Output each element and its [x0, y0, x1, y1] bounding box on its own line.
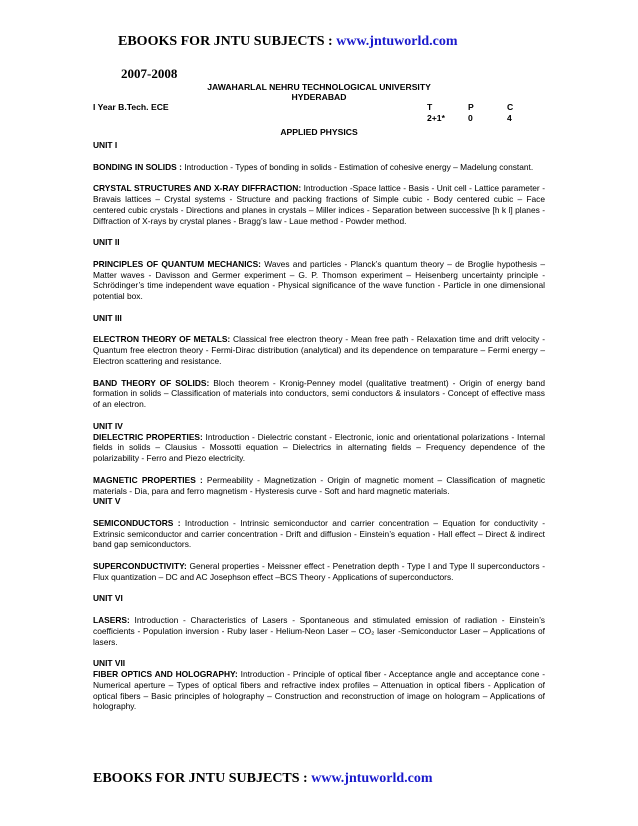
- topic-text: Introduction - Types of bonding in solids - Estimation of cohesive energy – Madelung constant.: [181, 161, 534, 172]
- topic-text: Waves and particles - Planck’s quantum theory – de Broglie hypothesis – Matter waves - Davisson and Germer experiment – G. P. Thomson experiment – Heisenberg uncertainty principle - Schrödinger’s time independent wave equation - Physical significance of the wave function - Particle in one dimensional potential box.: [93, 258, 545, 302]
- tpc-value-p: 0: [468, 113, 473, 123]
- topic-title: ELECTRON THEORY OF METALS:: [93, 334, 231, 345]
- tpc-header-t: T: [427, 102, 433, 112]
- topic-text: Introduction - Intrinsic semiconductor and carrier concentration – Equation for conductivity - Extrinsic semiconductor and carrier concentration - Drift and diffusion - Einstein’s equation - Hall effect – Direct & indirect band gap semiconductors.: [93, 517, 545, 550]
- topic-text: General properties - Meissner effect - Penetration depth - Type I and Type II superconductors - Flux quantization – DC and AC Josephson effect –BCS Theory - Applications of superconductors.: [93, 561, 545, 582]
- topic-text: Permeability - Magnetization - Origin of magnetic moment – Classification of magnetic materials - Dia, para and ferro magnetism - Hysteresis curve - Soft and hard magnetic materials.: [93, 474, 546, 496]
- footer-banner: [93, 771, 433, 787]
- syllabus-content: [93, 140, 545, 723]
- tpc-value-c: 4: [507, 113, 512, 123]
- topic-text: Bloch theorem - Kronig-Penney model (qualitative treatment) - Origin of energy band formation in solids – Classification of materials into conductors, semi conductors & insulators - Concept of effective mass of an electron.: [93, 377, 545, 410]
- topic-paragraph: [93, 658, 545, 712]
- topic-title: SEMICONDUCTORS :: [93, 517, 181, 528]
- topic-paragraph: [93, 615, 545, 647]
- topic-text: Introduction - Characteristics of Lasers - Spontaneous and stimulated emission of radiation - Einstein’s coefficients - Population inversion - Ruby laser - Helium-Neon Laser – CO₂ laser -Semiconductor Laser – Applications of lasers.: [93, 615, 545, 647]
- website-link[interactable]: www.jntuworld.com: [336, 34, 458, 49]
- topic-paragraph: [93, 378, 545, 410]
- topic-title: BONDING IN SOLIDS :: [93, 161, 182, 172]
- topic-paragraph: [93, 475, 545, 507]
- topic-title: LASERS:: [93, 615, 130, 626]
- topic-title: MAGNETIC PROPERTIES :: [93, 474, 203, 485]
- topic-text: Introduction - Principle of optical fiber - Acceptance angle and acceptance cone - Numerical aperture – Types of optical fibers and refractive index profiles – Attenuation in optical fibers - Application of optical fibers – Basic principles of holography – Construction and reconstruction of image on hologram – Applications of holography.: [93, 669, 545, 712]
- course-title: I Year B.Tech. ECE: [93, 102, 169, 112]
- university-city: HYDERABAD: [291, 92, 347, 102]
- unit-heading: UNIT IV: [93, 420, 123, 431]
- topic-paragraph: [93, 183, 545, 226]
- unit-heading: UNIT II: [93, 237, 120, 248]
- unit-heading: UNIT V: [93, 496, 121, 507]
- topic-title: DIELECTRIC PROPERTIES:: [93, 431, 203, 442]
- topic-text: Introduction - Dielectric constant - Electronic, ionic and orientational polarizations - Internal fields in solids – Clausius - Mossotti equation – Dielectrics in alternating fields – Frequency dependence of the polarizability - Ferro and Piezo electricity.: [93, 431, 545, 464]
- topic-title: BAND THEORY OF SOLIDS:: [93, 377, 210, 388]
- unit-heading: UNIT VII: [93, 658, 126, 669]
- topic-paragraph: [93, 334, 545, 366]
- unit-heading: UNIT VI: [93, 593, 123, 604]
- banner-label: EBOOKS FOR JNTU SUBJECTS :: [93, 771, 312, 786]
- unit-heading: UNIT III: [93, 312, 122, 323]
- university-name: JAWAHARLAL NEHRU TECHNOLOGICAL UNIVERSITY: [207, 82, 431, 92]
- topic-title: FIBER OPTICS AND HOLOGRAPHY:: [93, 669, 238, 680]
- tpc-header-p: P: [468, 102, 474, 112]
- topic-title: CRYSTAL STRUCTURES AND X-RAY DIFFRACTION:: [93, 183, 302, 194]
- topic-text: Introduction -Space lattice - Basis - Unit cell - Lattice parameter - Bravais lattices – Crystal systems - Structure and packing fractions of Simple cubic - Body centered cubic – Face centered cubic crystals - Directions and planes in crystals – Miller indices - Separation between successive [h k l] planes - Diffraction of X-rays by crystal planes - Bragg’s law - Laue method - Powder method.: [93, 183, 545, 226]
- website-link[interactable]: www.jntuworld.com: [311, 771, 433, 786]
- subject-title: APPLIED PHYSICS: [280, 127, 358, 137]
- tpc-value-t: 2+1*: [427, 113, 445, 123]
- banner-label: EBOOKS FOR JNTU SUBJECTS :: [118, 34, 337, 49]
- topic-title: SUPERCONDUCTIVITY:: [93, 561, 187, 572]
- topic-paragraph: [93, 259, 545, 302]
- unit-heading: UNIT I: [93, 140, 118, 150]
- header-banner: [118, 34, 458, 50]
- academic-year: 2007-2008: [121, 66, 178, 81]
- topic-title: PRINCIPLES OF QUANTUM MECHANICS:: [93, 258, 261, 269]
- topic-text: Classical free electron theory - Mean free path - Relaxation time and drift velocity - Quantum free electron theory - Fermi-Dirac distribution (analytical) and its dependence on temparature – Fermi energy – Electron scattering and resistance.: [93, 334, 545, 366]
- topic-paragraph: [93, 162, 545, 173]
- topic-paragraph: [93, 561, 545, 583]
- topic-paragraph: [93, 518, 545, 550]
- tpc-header-c: C: [507, 102, 514, 112]
- topic-paragraph: [93, 421, 545, 464]
